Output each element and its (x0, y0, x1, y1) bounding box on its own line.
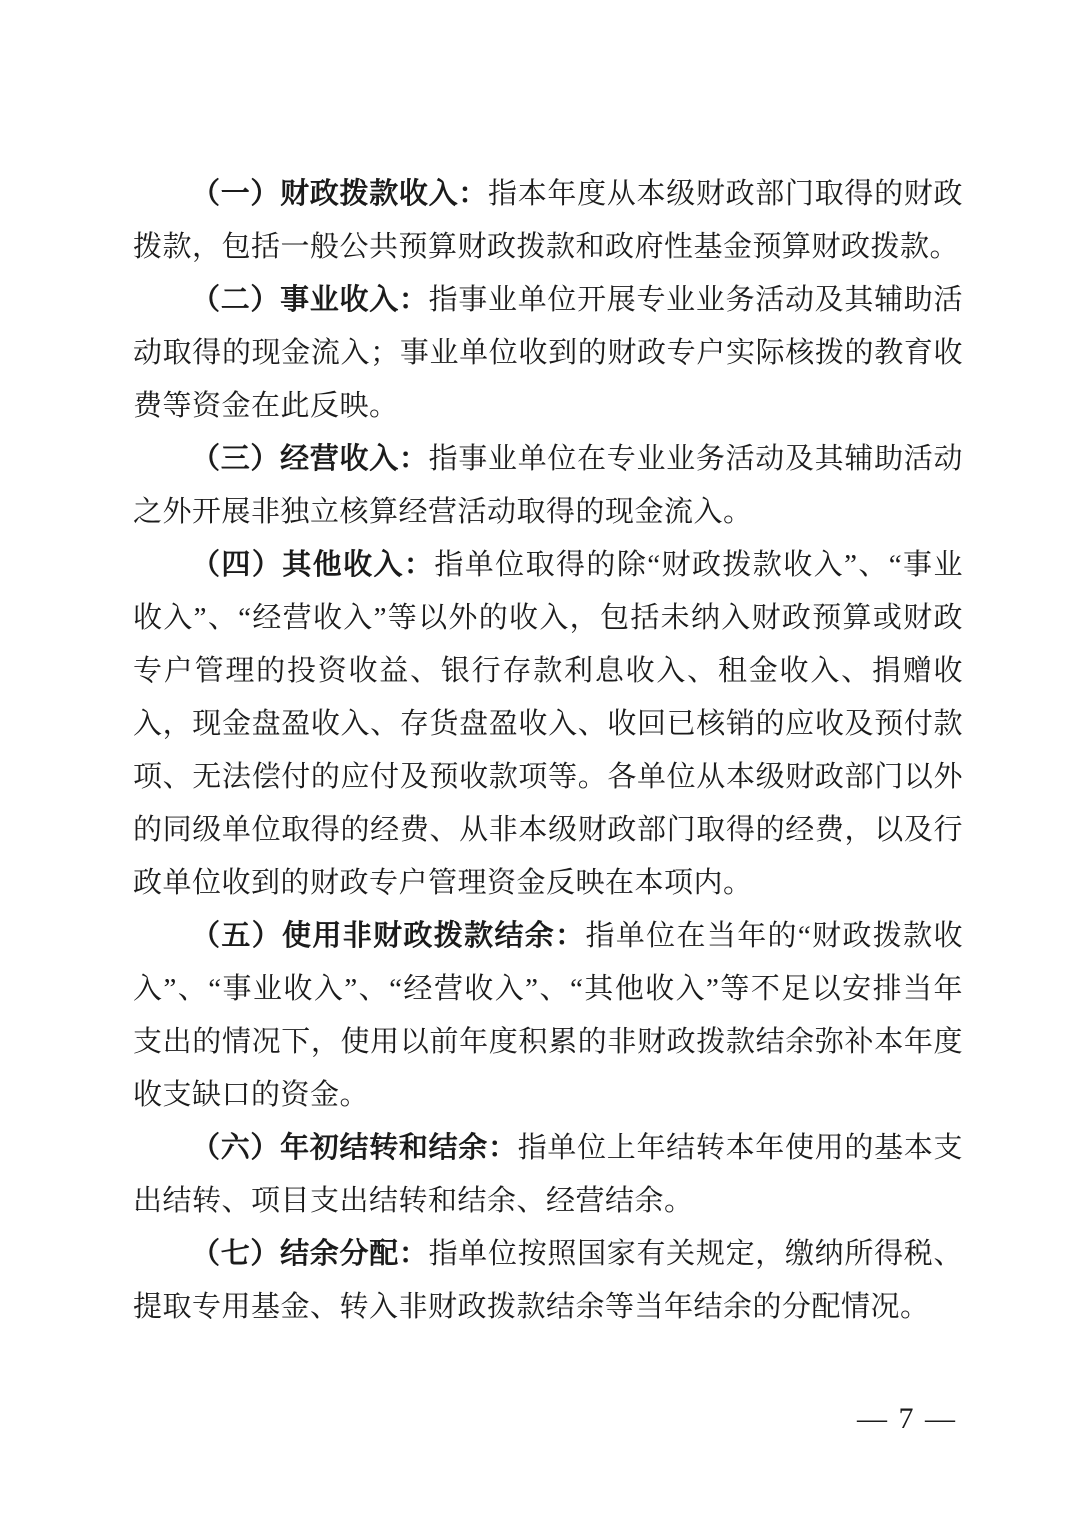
paragraph-7 (133, 1228, 963, 1334)
paragraph-6 (133, 1122, 963, 1228)
term-definition-1: 指本年度从本级财政部门取得的财政拨款，包括一般公共预算财政拨款和政府性基金预算财政拨款。 (133, 178, 963, 263)
term-label-7: （七）结余分配： (191, 1238, 429, 1270)
term-definition-7: 指单位按照国家有关规定，缴纳所得税、提取专用基金、转入非财政拨款结余等当年结余的分配情况。 (133, 1238, 963, 1323)
term-label-1: （一）财政拨款收入： (191, 178, 488, 210)
document-body (133, 168, 963, 1334)
paragraph-3 (133, 433, 963, 539)
term-label-2: （二）事业收入： (191, 284, 429, 316)
paragraph-4 (133, 539, 963, 910)
term-label-4: （四）其他收入： (191, 549, 435, 581)
term-definition-4: 指单位取得的除“财政拨款收入”、“事业收入”、“经营收入”等以外的收入，包括未纳入财政预算或财政专户管理的投资收益、银行存款利息收入、租金收入、捐赠收入，现金盘盈收入、存货盘盈收入、收回已核销的应收及预付款项、无法偿付的应付及预收款项等。各单位从本级财政部门以外的同级单位取得的经费、从非本级财政部门取得的经费，以及行政单位收到的财政专户管理资金反映在本项内。 (133, 549, 963, 899)
paragraph-2 (133, 274, 963, 433)
term-label-6: （六）年初结转和结余： (191, 1132, 518, 1164)
term-definition-5: 指单位在当年的“财政拨款收入”、“事业收入”、“经营收入”、“其他收入”等不足以安排当年支出的情况下，使用以前年度积累的非财政拨款结余弥补本年度收支缺口的资金。 (133, 920, 963, 1111)
term-definition-3: 指事业单位在专业业务活动及其辅助活动之外开展非独立核算经营活动取得的现金流入。 (133, 443, 963, 528)
page-number: — 7 — (857, 1402, 957, 1435)
term-definition-6: 指单位上年结转本年使用的基本支出结转、项目支出结转和结余、经营结余。 (133, 1132, 963, 1217)
term-label-5: （五）使用非财政拨款结余： (191, 920, 586, 952)
term-label-3: （三）经营收入： (191, 443, 429, 475)
term-definition-2: 指事业单位开展专业业务活动及其辅助活动取得的现金流入；事业单位收到的财政专户实际核拨的教育收费等资金在此反映。 (133, 284, 963, 422)
paragraph-5 (133, 910, 963, 1122)
paragraph-1 (133, 168, 963, 274)
